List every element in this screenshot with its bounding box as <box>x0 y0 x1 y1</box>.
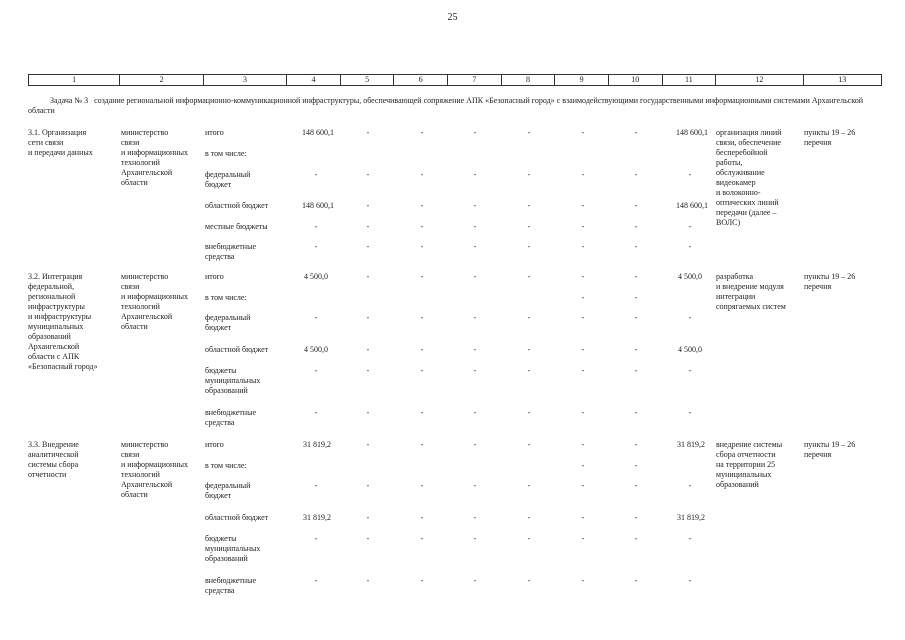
dash: - <box>527 272 531 281</box>
col-number: 7 <box>448 75 502 85</box>
source-federal: федеральный бюджет <box>205 170 251 189</box>
col-number: 2 <box>120 75 203 85</box>
dash: - <box>527 576 531 585</box>
dash: - <box>473 313 477 322</box>
dash: - <box>473 345 477 354</box>
dash: - <box>314 366 318 375</box>
source-regional: областной бюджет <box>205 201 269 210</box>
dash: - <box>634 128 638 137</box>
dash: - <box>420 366 424 375</box>
col-number: 8 <box>502 75 556 85</box>
dash: - <box>473 170 477 179</box>
source-incl: в том числе: <box>205 293 247 302</box>
dash: - <box>688 481 692 490</box>
col-number: 13 <box>838 75 847 84</box>
col-number: 10 <box>609 75 663 85</box>
entry-name: 3.1. Организация сети связи и передачи данных <box>28 128 93 157</box>
dash: - <box>688 366 692 375</box>
col-number: 9 <box>555 75 609 85</box>
dash: - <box>634 201 638 210</box>
entry-executor: министерство связи и информационных технологий Архангельской области <box>121 128 188 187</box>
dash: - <box>634 272 638 281</box>
dash: - <box>366 272 370 281</box>
col-number: 5 <box>341 75 395 85</box>
dash: - <box>527 481 531 490</box>
dash: - <box>314 576 318 585</box>
entry-executor: министерство связи и информационных технологий Архангельской области <box>121 440 188 499</box>
dash: - <box>581 313 585 322</box>
dash: - <box>420 128 424 137</box>
entry-result: внедрение системы сбора отчетности на территории 25 муниципальных образований <box>716 440 783 489</box>
source-incl: в том числе: <box>205 149 247 158</box>
dash: - <box>634 513 638 522</box>
dash: - <box>420 222 424 231</box>
dash: - <box>420 272 424 281</box>
dash: - <box>688 408 692 417</box>
dash: - <box>420 345 424 354</box>
dash: - <box>473 513 477 522</box>
dash: - <box>527 242 531 251</box>
dash: - <box>420 534 424 543</box>
dash: - <box>420 481 424 490</box>
dash: - <box>527 366 531 375</box>
dash: - <box>314 170 318 179</box>
dash: - <box>366 128 370 137</box>
entry-points: пункты 19 – 26 перечня <box>804 128 856 147</box>
dash: - <box>634 222 638 231</box>
source-total: итого <box>205 440 224 449</box>
dash: - <box>688 576 692 585</box>
value-col4-regional: 31 819,2 <box>303 513 331 522</box>
dash: - <box>581 272 585 281</box>
source-regional: областной бюджет <box>205 345 269 354</box>
dash: - <box>366 408 370 417</box>
dash: - <box>634 170 638 179</box>
dash: - <box>527 513 531 522</box>
dash: - <box>688 242 692 251</box>
dash: - <box>634 440 638 449</box>
dash: - <box>581 345 585 354</box>
col-number: 6 <box>394 75 448 85</box>
value-col4-total: 4 500,0 <box>304 272 328 281</box>
col-number: 1 <box>29 75 120 85</box>
dash: - <box>688 170 692 179</box>
dash: - <box>473 222 477 231</box>
dash: - <box>527 222 531 231</box>
dash: - <box>366 313 370 322</box>
source-municipal: бюджеты муниципальных образований <box>205 534 261 563</box>
value-col11-total: 31 819,2 <box>677 440 705 449</box>
col-number: 4 <box>287 75 341 85</box>
entry-points: пункты 19 – 26 перечня <box>804 272 856 291</box>
col-number: 12 <box>716 75 803 85</box>
dash: - <box>634 534 638 543</box>
dash: - <box>314 408 318 417</box>
dash: - <box>420 170 424 179</box>
source-federal: федеральный бюджет <box>205 313 251 332</box>
value-col4-regional: 4 500,0 <box>304 345 328 354</box>
source-municipal: бюджеты муниципальных образований <box>205 366 261 395</box>
dash: - <box>473 440 477 449</box>
column-number-header <box>28 74 882 86</box>
dash: - <box>366 201 370 210</box>
dash: - <box>420 440 424 449</box>
dash: - <box>634 293 638 302</box>
dash: - <box>527 313 531 322</box>
dash: - <box>473 128 477 137</box>
dash: - <box>366 576 370 585</box>
source-extra: внебюджетные средства <box>205 242 256 261</box>
dash: - <box>473 201 477 210</box>
dash: - <box>527 408 531 417</box>
dash: - <box>581 128 585 137</box>
source-total: итого <box>205 128 224 137</box>
task-label: Задача № 3 <box>50 96 89 105</box>
entry-name: 3.3. Внедрение аналитической системы сбора отчетности <box>28 440 79 479</box>
dash: - <box>581 222 585 231</box>
dash: - <box>581 481 585 490</box>
dash: - <box>473 534 477 543</box>
dash: - <box>420 576 424 585</box>
source-extra: внебюджетные средства <box>205 576 256 595</box>
dash: - <box>366 513 370 522</box>
value-col4-regional: 148 600,1 <box>302 201 334 210</box>
dash: - <box>581 461 585 470</box>
entry-result: организация линий связи, обеспечение бесперебойной работы, обслуживание видеокамер и волоконно- оптических линий передачи (далее – ВОЛС) <box>716 128 782 227</box>
value-col4-total: 148 600,1 <box>302 128 334 137</box>
dash: - <box>581 201 585 210</box>
dash: - <box>581 293 585 302</box>
value-col11-regional: 4 500,0 <box>678 345 702 354</box>
dash: - <box>366 222 370 231</box>
dash: - <box>634 408 638 417</box>
dash: - <box>420 242 424 251</box>
dash: - <box>366 170 370 179</box>
dash: - <box>420 513 424 522</box>
dash: - <box>314 222 318 231</box>
dash: - <box>634 242 638 251</box>
dash: - <box>581 440 585 449</box>
dash: - <box>634 366 638 375</box>
task-text: создание региональной информационно-коммуникационной инфраструктуры, обеспечивающей сопряжение АПК «Безопасный город» с взаимодействующими государственными информационными системами Архангельской области <box>28 96 864 115</box>
dash: - <box>366 366 370 375</box>
dash: - <box>688 313 692 322</box>
dash: - <box>366 242 370 251</box>
dash: - <box>581 408 585 417</box>
source-total: итого <box>205 272 224 281</box>
col-number: 3 <box>204 75 287 85</box>
dash: - <box>634 481 638 490</box>
dash: - <box>473 242 477 251</box>
dash: - <box>527 201 531 210</box>
value-col11-regional: 31 819,2 <box>677 513 705 522</box>
dash: - <box>688 534 692 543</box>
col-number: 11 <box>663 75 717 85</box>
dash: - <box>527 128 531 137</box>
dash: - <box>314 242 318 251</box>
dash: - <box>634 576 638 585</box>
source-incl: в том числе: <box>205 461 247 470</box>
value-col11-regional: 148 600,1 <box>676 201 708 210</box>
dash: - <box>581 242 585 251</box>
dash: - <box>420 201 424 210</box>
dash: - <box>473 576 477 585</box>
dash: - <box>581 170 585 179</box>
entry-points: пункты 19 – 26 перечня <box>804 440 856 459</box>
source-federal: федеральный бюджет <box>205 481 251 500</box>
dash: - <box>420 313 424 322</box>
source-regional: областной бюджет <box>205 513 269 522</box>
dash: - <box>473 408 477 417</box>
page-number: 25 <box>447 12 458 23</box>
dash: - <box>634 461 638 470</box>
dash: - <box>473 366 477 375</box>
dash: - <box>581 513 585 522</box>
entry-name: 3.2. Интеграция федеральной, региональной инфраструктуры и инфраструктуры муниципальных образований Архангельской области с АПК «Безопасный город» <box>28 272 98 371</box>
dash: - <box>366 440 370 449</box>
dash: - <box>581 534 585 543</box>
dash: - <box>366 481 370 490</box>
value-col4-total: 31 819,2 <box>303 440 331 449</box>
dash: - <box>527 345 531 354</box>
dash: - <box>581 366 585 375</box>
dash: - <box>314 534 318 543</box>
dash: - <box>473 272 477 281</box>
dash: - <box>527 440 531 449</box>
dash: - <box>366 345 370 354</box>
dash: - <box>634 345 638 354</box>
entry-executor: министерство связи и информационных технологий Архангельской области <box>121 272 188 331</box>
source-extra: внебюджетные средства <box>205 408 256 427</box>
dash: - <box>634 313 638 322</box>
dash: - <box>688 222 692 231</box>
value-col11-total: 4 500,0 <box>678 272 702 281</box>
dash: - <box>314 481 318 490</box>
task-heading <box>28 96 868 116</box>
dash: - <box>420 408 424 417</box>
value-col11-total: 148 600,1 <box>676 128 708 137</box>
source-local: местные бюджеты <box>205 222 268 231</box>
dash: - <box>473 481 477 490</box>
dash: - <box>314 313 318 322</box>
entry-result: разработка и внедрение модуля интеграции сопрягаемых систем <box>716 272 786 311</box>
dash: - <box>581 576 585 585</box>
dash: - <box>366 534 370 543</box>
dash: - <box>527 534 531 543</box>
dash: - <box>527 170 531 179</box>
